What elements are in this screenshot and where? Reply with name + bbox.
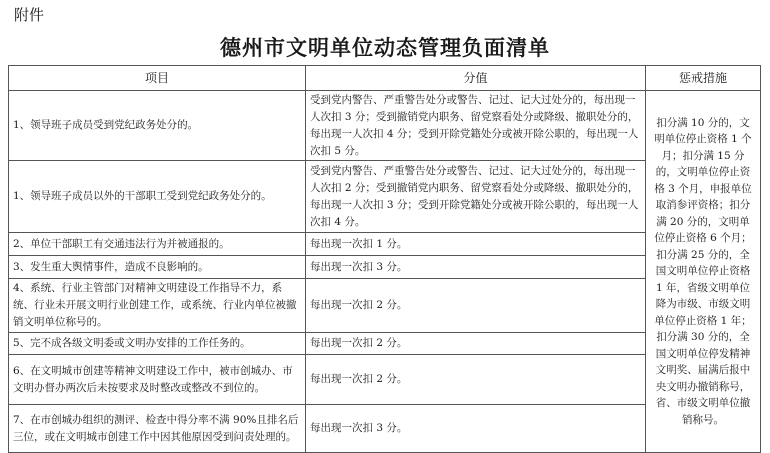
row-score: 每出现一次扣 2 分。 [306,355,646,405]
row-score: 每出现一次扣 2 分。 [306,279,646,333]
header-item: 项目 [9,66,306,91]
document-title: 德州市文明单位动态管理负面清单 [220,35,550,60]
row-score: 受到党内警告、严重警告处分或警告、记过、记大过处分的，每出现一人次扣 3 分；受到撤销党内职务、留党察看处分或降级、撤职处分的，每出现一人次扣 4 分；受到开除党籍处分或被开除公职的，每出现一人次扣 5 分。 [306,91,646,161]
row-item: 5、完不成各级文明委或文明办安排的工作任务的。 [9,333,306,355]
row-item: 6、在文明城市创建等精神文明建设工作中，被市创城办、市文明办督办两次后未按要求及时整改或整改不到位的。 [9,355,306,405]
header-score: 分值 [306,66,646,91]
header-punishment: 惩戒措施 [646,66,761,91]
row-score: 每出现一次扣 2 分。 [306,333,646,355]
table-header-row [9,66,761,91]
row-item: 3、发生重大舆情事件，造成不良影响的。 [9,256,306,279]
attachment-label: 附件 [14,6,45,24]
row-score: 每出现一次扣 3 分。 [306,405,646,453]
row-item: 1、领导班子成员以外的干部职工受到党纪政务处分的。 [9,161,306,233]
negative-list-table [8,65,761,453]
row-item: 2、单位干部职工有交通违法行为并被通报的。 [9,233,306,256]
row-score: 受到党内警告、严重警告处分或警告、记过、记大过处分的，每出现一人次扣 2 分；受到撤销党内职务、留党察看处分或降级、撤职处分的，每出现一人次扣 3 分；受到开除党籍处分或被开除公职的，每出现一人次扣 4 分。 [306,161,646,233]
row-score: 每出现一次扣 1 分。 [306,233,646,256]
row-item: 1、领导班子成员受到党纪政务处分的。 [9,91,306,161]
row-item: 7、在市创城办组织的测评、检查中得分率不满 90%且排名后三位，或在文明城市创建工作中因其他原因受到问责处理的。 [9,405,306,453]
table-row [9,91,761,161]
row-score: 每出现一次扣 3 分。 [306,256,646,279]
punishment-cell: 扣分满 10 分的，文明单位停止资格 1 个月；扣分满 15 分的，文明单位停止资格 3 个月，申报单位取消参评资格；扣分满 20 分的，文明单位停止资格 6 个月；扣分满 25 分的，全国文明单位停止资格 1 年，省级文明单位降为市级、市级文明单位停止资格 1 年；扣分满 30 分的，全国文明单位停发精神文明奖、届满后报中央文明办撤销称号，省、市级文明单位撤销称号。 [646,91,761,453]
row-item: 4、系统、行业主管部门对精神文明建设工作指导不力，系统、行业未开展文明行业创建工作，或系统、行业内单位被撤销文明单位称号的。 [9,279,306,333]
